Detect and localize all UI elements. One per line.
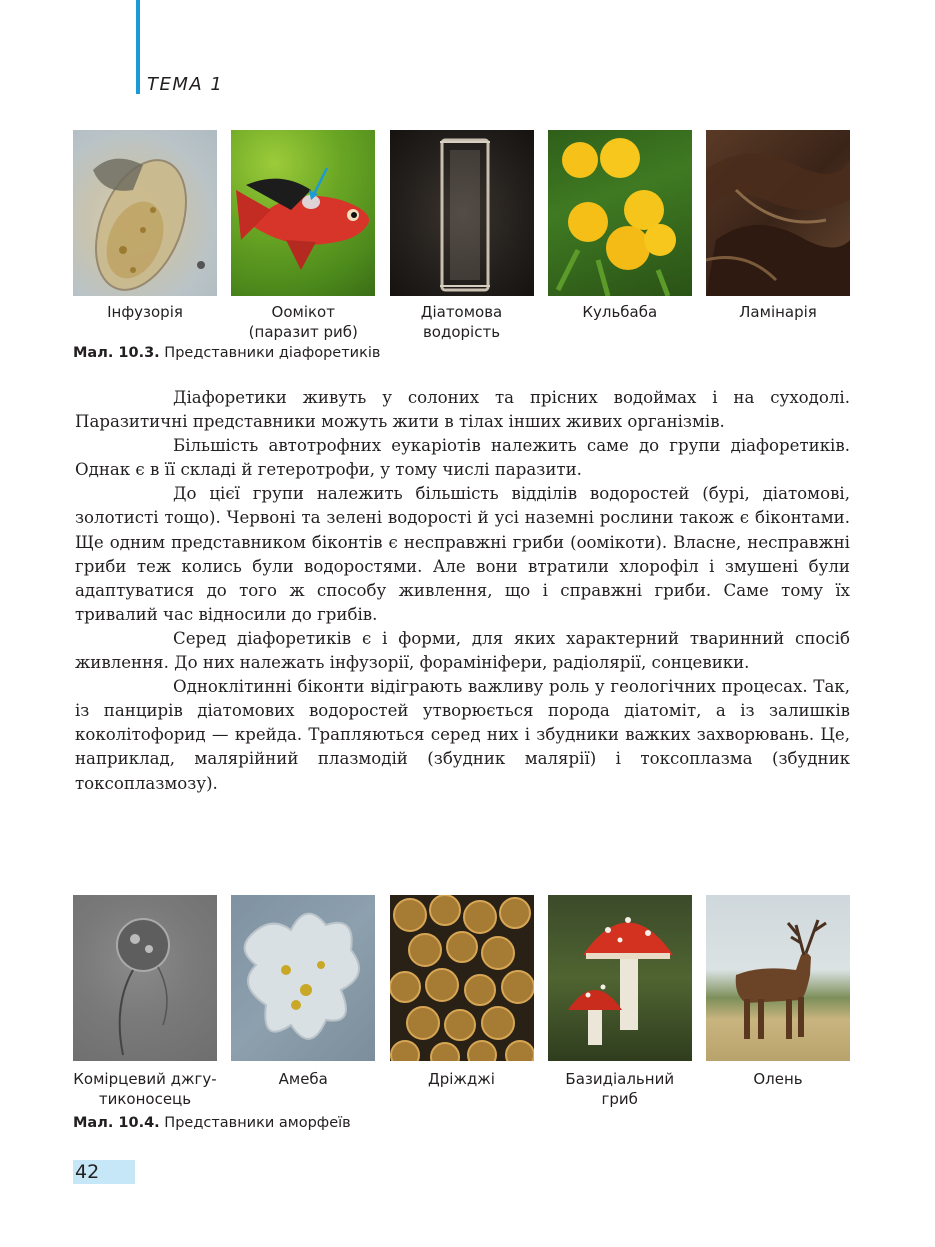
laminaria-photo bbox=[706, 130, 850, 296]
figure-item-laminaria bbox=[706, 130, 850, 342]
figure-item-ameba bbox=[231, 895, 375, 1109]
paragraph: Серед діафоретиків є і форми, для яких характерний тваринний спосіб живлення. До них належать інфузорії, форамініфери, радіолярії, сонцевики. bbox=[75, 628, 850, 673]
figure-item-mushroom bbox=[548, 895, 692, 1109]
infuzoria-photo bbox=[73, 130, 217, 296]
figure-label: Діатомова водорість bbox=[420, 303, 503, 341]
figure-label: Комірцевий джгу- тиконосець bbox=[73, 1070, 217, 1108]
yeast-photo bbox=[390, 895, 534, 1061]
diatom-photo bbox=[390, 130, 534, 296]
choanoflagellate-photo bbox=[73, 895, 217, 1061]
caption-number: Мал. 10.3. bbox=[73, 345, 160, 361]
figure-10-3-row bbox=[73, 130, 850, 342]
figure-label: Інфузорія bbox=[107, 303, 183, 321]
ameba-photo bbox=[231, 895, 375, 1061]
figure-label: Дріжджі bbox=[428, 1070, 495, 1088]
page-number: 42 bbox=[75, 1161, 100, 1183]
figure-label: Олень bbox=[753, 1070, 803, 1088]
page-number-box bbox=[73, 1160, 135, 1184]
paragraph: Діафоретики живуть у солоних та прісних водоймах і на суходолі. Паразитичні представники можуть жити в тілах інших живих організмів. bbox=[75, 388, 850, 432]
paragraph: Одноклітинні біконти відіграють важливу роль у геологічних процесах. Так, із панцирів діатомових водоростей утворюється порода діатоміт, а із залишків коколітофорид — крейда. Трапляються серед них і збудники важких захворювань. Це, наприклад, малярійний плазмодій (збудник малярії) і токсоплазма (збудник токсоплазмозу). bbox=[75, 677, 850, 793]
body-text bbox=[75, 386, 850, 796]
figure-item-infuzoria bbox=[73, 130, 217, 342]
oomikot-fish-photo bbox=[231, 130, 375, 296]
figure-label: Оомікот (паразит риб) bbox=[248, 303, 358, 341]
figure-item-choanoflagellate bbox=[73, 895, 217, 1109]
header-accent-bar bbox=[136, 0, 140, 94]
mushroom-photo bbox=[548, 895, 692, 1061]
caption-text: Представники діафоретиків bbox=[164, 345, 381, 361]
figure-10-4-row bbox=[73, 895, 850, 1109]
dandelion-photo bbox=[548, 130, 692, 296]
figure-label: Базидіальний гриб bbox=[565, 1070, 675, 1108]
figure-label: Кульбаба bbox=[582, 303, 658, 321]
paragraph: До цієї групи належить більшість відділів водоростей (бурі, діатомові, золотисті тощо). Червоні та зелені водорості й усі наземні рослини також є біконтами. Ще одним представником біконтів є несправжні гриби (оомікоти). Власне, несправжні гриби теж колись були водоростями. Але вони втратили хлорофіл і змушені були адаптуватися до того ж способу живлення, що і справжні гриби. Саме тому їх тривалий час відносили до грибів. bbox=[75, 484, 850, 624]
figure-10-3-caption bbox=[73, 345, 380, 361]
deer-photo bbox=[706, 895, 850, 1061]
caption-number: Мал. 10.4. bbox=[73, 1115, 160, 1131]
figure-label: Ламінарія bbox=[739, 303, 817, 321]
caption-text: Представники аморфеїв bbox=[164, 1115, 351, 1131]
topic-header: ТЕМА 1 bbox=[147, 74, 224, 95]
figure-item-oomikot bbox=[231, 130, 375, 342]
figure-label: Амеба bbox=[278, 1070, 328, 1088]
paragraph: Більшість автотрофних еукаріотів належить саме до групи діафоретиків. Однак є в її складі й гетеротрофи, у тому числі паразити. bbox=[75, 436, 850, 480]
figure-item-yeast bbox=[390, 895, 534, 1109]
figure-item-diatom bbox=[390, 130, 534, 342]
figure-item-kulbaba bbox=[548, 130, 692, 342]
figure-item-deer bbox=[706, 895, 850, 1109]
figure-10-4-caption bbox=[73, 1115, 351, 1131]
